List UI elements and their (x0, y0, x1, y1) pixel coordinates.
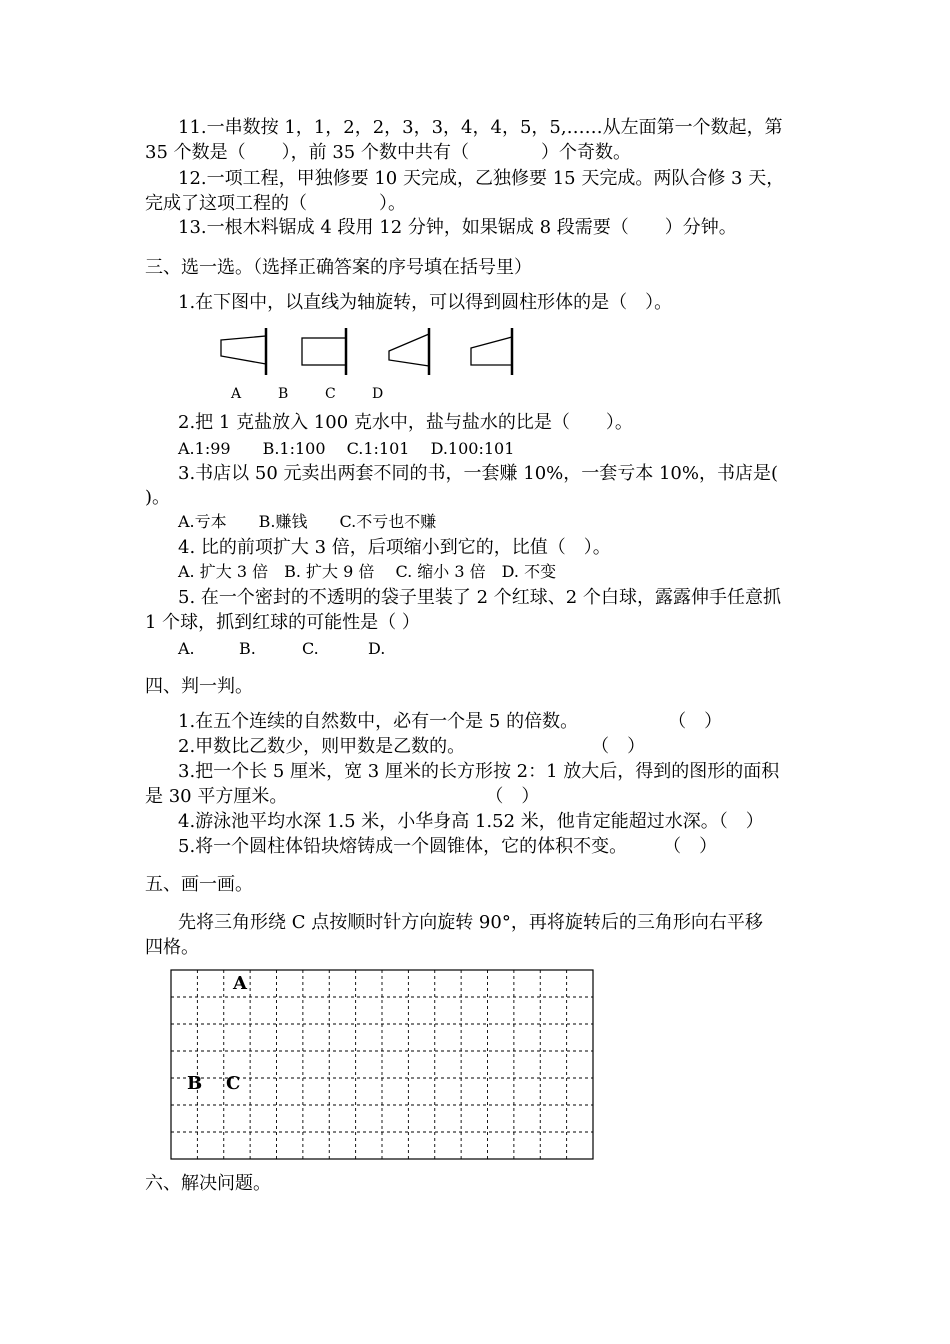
s3-q5-opt-b: B. (239, 639, 256, 658)
s3-q5-opt-a: A. (178, 639, 195, 658)
s3-q2: 2.把 1 克盐放入 100 克水中，盐与盐水的比是（ ）。 (178, 412, 633, 433)
s3-q4: 4. 比的前项扩大 3 倍，后项缩小到它的，比值（ ）。 (178, 537, 611, 558)
section5-title: 五、画一画。 (145, 874, 253, 895)
grid-label-c: C (226, 1073, 241, 1094)
q12-line2: 完成了这项工程的（ ）。 (145, 193, 406, 214)
s3-q2-options: A.1:99 B.1:100 C.1:101 D.100:101 (178, 439, 515, 458)
s4-q3-line1: 3.把一个长 5 厘米，宽 3 厘米的长方形按 2：1 放大后，得到的图形的面积 (178, 761, 780, 782)
label-c: C (325, 386, 336, 402)
label-a: A (231, 386, 242, 402)
s4-q3-line2: 是 30 平方厘米。 （ ） (145, 786, 540, 807)
s5-instr-line1: 先将三角形绕 C 点按顺时针方向旋转 90°，再将旋转后的三角形向右平移 (178, 912, 763, 933)
s4-q5: 5.将一个圆柱体铅块熔铸成一个圆锥体，它的体积不变。 （ ） (178, 836, 718, 857)
label-d: D (372, 386, 384, 402)
s4-q1: 1.在五个连续的自然数中，必有一个是 5 的倍数。 （ ） (178, 711, 723, 732)
section6-title: 六、解决问题。 (145, 1173, 271, 1194)
s4-q2: 2.甲数比乙数少，则甲数是乙数的。 （ ） (178, 736, 646, 757)
s3-q3-options: A.亏本 B.赚钱 C.不亏也不赚 (178, 512, 437, 531)
grid-label-b: B (187, 1073, 203, 1094)
drawing-grid (171, 970, 593, 1159)
s3-q3-line2: )。 (145, 487, 171, 508)
figure-a (221, 328, 266, 375)
s3-q5-line2: 1 个球，抓到红球的可能性是（ ） (145, 612, 420, 633)
q13: 13.一根木料锯成 4 段用 12 分钟，如果锯成 8 段需要（ ）分钟。 (178, 217, 737, 238)
s5-instr-line2: 四格。 (145, 937, 199, 958)
q11-line2: 35 个数是（ ），前 35 个数中共有（ ）个奇数。 (145, 142, 631, 163)
grid-label-a: A (233, 973, 247, 994)
figure-c (389, 328, 429, 375)
figure-d (471, 328, 512, 375)
figure-b (302, 328, 346, 375)
s3-q5-line1: 5. 在一个密封的不透明的袋子里装了 2 个红球、2 个白球，露露伸手任意抓 (178, 587, 781, 608)
section4-title: 四、判一判。 (145, 676, 253, 697)
s4-q4: 4.游泳池平均水深 1.5 米，小华身高 1.52 米，他肯定能超过水深。（ ） (178, 811, 764, 832)
s3-q5-opt-c: C. (302, 639, 319, 658)
q11-line1: 11.一串数按 1，1，2，2，3，3，4，4，5，5,……从左面第一个数起，第 (178, 117, 783, 138)
s3-q1: 1.在下图中，以直线为轴旋转，可以得到圆柱形体的是（ ）。 (178, 292, 673, 313)
s3-q4-options: A. 扩大 3 倍 B. 扩大 9 倍 C. 缩小 3 倍 D. 不变 (178, 562, 557, 581)
q12-line1: 12.一项工程，甲独修要 10 天完成，乙独修要 15 天完成。两队合修 3 天， (178, 168, 785, 189)
label-b: B (278, 386, 289, 402)
section3-title: 三、选一选。（选择正确答案的序号填在括号里） (145, 257, 532, 278)
s3-q5-opt-d: D. (368, 639, 386, 658)
s3-q3-line1: 3.书店以 50 元卖出两套不同的书，一套赚 10%，一套亏本 10%，书店是( (178, 463, 779, 484)
